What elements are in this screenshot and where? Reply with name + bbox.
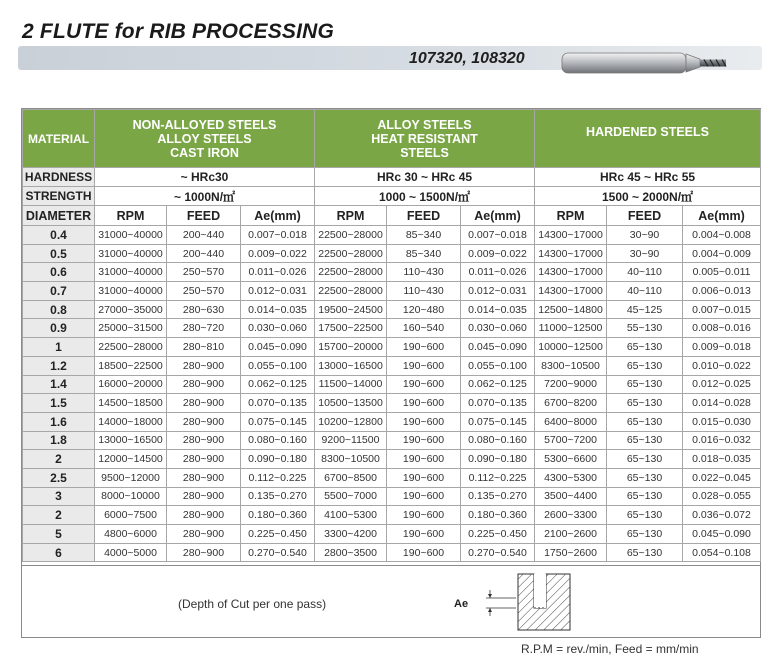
ae-1-cell: 0.112~0.225	[241, 468, 315, 487]
material-group-2-line-3: STEELS	[400, 145, 449, 160]
feed-header: FEED	[607, 206, 683, 226]
table-row	[23, 282, 761, 301]
rpm-1-cell: 31000~40000	[95, 282, 167, 301]
rpm-2-cell: 4100~5300	[315, 506, 387, 525]
ae-2-cell: 0.075~0.145	[461, 412, 535, 431]
ae-2-cell: 0.225~0.450	[461, 525, 535, 544]
rpm-3-cell: 3500~4400	[535, 487, 607, 506]
hardness-value-2: HRc 30 ~ HRc 45	[315, 168, 535, 187]
page-title: 2 FLUTE for RIB PROCESSING	[22, 20, 335, 43]
rpm-header: RPM	[315, 206, 387, 226]
ae-2-cell: 0.270~0.540	[461, 543, 535, 562]
ae-2-cell: 0.045~0.090	[461, 338, 535, 357]
feed-3-cell: 65~130	[607, 487, 683, 506]
ae-1-cell: 0.045~0.090	[241, 338, 315, 357]
table-row	[23, 431, 761, 450]
feed-1-cell: 280~900	[167, 356, 241, 375]
table-row	[23, 356, 761, 375]
feed-2-cell: 160~540	[387, 319, 461, 338]
ae-2-cell: 0.180~0.360	[461, 506, 535, 525]
ae-3-cell: 0.015~0.030	[683, 412, 761, 431]
feed-3-cell: 65~130	[607, 431, 683, 450]
ae-2-cell: 0.055~0.100	[461, 356, 535, 375]
feed-2-cell: 190~600	[387, 487, 461, 506]
diameter-cell: 1.2	[23, 356, 95, 375]
ae-2-cell: 0.011~0.026	[461, 263, 535, 282]
ae-1-cell: 0.075~0.145	[241, 412, 315, 431]
material-header-row	[23, 110, 761, 168]
notes-panel	[21, 566, 761, 638]
rpm-2-cell: 22500~28000	[315, 226, 387, 245]
diameter-cell: 0.5	[23, 244, 95, 263]
ae-1-cell: 0.135~0.270	[241, 487, 315, 506]
ae-2-cell: 0.030~0.060	[461, 319, 535, 338]
rpm-3-cell: 14300~17000	[535, 244, 607, 263]
strength-value-1: ~ 1000N/㎡	[95, 187, 315, 206]
ae-3-cell: 0.022~0.045	[683, 468, 761, 487]
rpm-3-cell: 6400~8000	[535, 412, 607, 431]
rpm-1-cell: 27000~35000	[95, 300, 167, 319]
ae-dimension-label: Ae	[454, 598, 469, 610]
rpm-1-cell: 31000~40000	[95, 226, 167, 245]
feed-2-cell: 190~600	[387, 450, 461, 469]
diameter-header: DIAMETER	[23, 206, 95, 226]
rpm-2-cell: 10200~12800	[315, 412, 387, 431]
material-group-2-line-2: HEAT RESISTANT	[371, 131, 478, 146]
feed-2-cell: 190~600	[387, 468, 461, 487]
rpm-2-cell: 22500~28000	[315, 263, 387, 282]
ae-3-cell: 0.036~0.072	[683, 506, 761, 525]
table-row	[23, 394, 761, 413]
feed-2-cell: 85~340	[387, 244, 461, 263]
diameter-cell: 0.4	[23, 226, 95, 245]
ae-1-cell: 0.070~0.135	[241, 394, 315, 413]
rpm-3-cell: 4300~5300	[535, 468, 607, 487]
diameter-cell: 0.8	[23, 300, 95, 319]
rpm-3-cell: 14300~17000	[535, 263, 607, 282]
table-row	[23, 375, 761, 394]
rpm-2-cell: 22500~28000	[315, 282, 387, 301]
rpm-3-cell: 14300~17000	[535, 226, 607, 245]
diameter-cell: 1.6	[23, 412, 95, 431]
ae-header: Ae(mm)	[241, 206, 315, 226]
ae-3-cell: 0.045~0.090	[683, 525, 761, 544]
table-row	[23, 506, 761, 525]
rpm-1-cell: 8000~10000	[95, 487, 167, 506]
feed-2-cell: 190~600	[387, 543, 461, 562]
feed-3-cell: 65~130	[607, 375, 683, 394]
rpm-1-cell: 4000~5000	[95, 543, 167, 562]
rpm-3-cell: 5700~7200	[535, 431, 607, 450]
diameter-cell: 0.9	[23, 319, 95, 338]
material-group-1-line-2: ALLOY STEELS	[157, 131, 252, 146]
ae-3-cell: 0.005~0.011	[683, 263, 761, 282]
ae-2-cell: 0.009~0.022	[461, 244, 535, 263]
table-row	[23, 468, 761, 487]
table-row	[23, 226, 761, 245]
ae-1-cell: 0.055~0.100	[241, 356, 315, 375]
feed-2-cell: 190~600	[387, 506, 461, 525]
feed-3-cell: 65~130	[607, 543, 683, 562]
rpm-1-cell: 31000~40000	[95, 244, 167, 263]
diameter-cell: 2	[23, 450, 95, 469]
ae-3-cell: 0.006~0.013	[683, 282, 761, 301]
ae-1-cell: 0.180~0.360	[241, 506, 315, 525]
diameter-cell: 6	[23, 543, 95, 562]
diameter-cell: 1	[23, 338, 95, 357]
feed-1-cell: 280~900	[167, 525, 241, 544]
feed-3-cell: 40~110	[607, 263, 683, 282]
rpm-1-cell: 16000~20000	[95, 375, 167, 394]
table-row	[23, 244, 761, 263]
rpm-3-cell: 10000~12500	[535, 338, 607, 357]
material-group-3	[535, 110, 761, 168]
ae-3-cell: 0.010~0.022	[683, 356, 761, 375]
rpm-2-cell: 3300~4200	[315, 525, 387, 544]
rpm-2-cell: 22500~28000	[315, 244, 387, 263]
table-row	[23, 450, 761, 469]
end-mill-tool-image	[558, 50, 736, 78]
diameter-cell: 3	[23, 487, 95, 506]
feed-1-cell: 280~900	[167, 487, 241, 506]
strength-row	[23, 187, 761, 206]
ae-3-cell: 0.016~0.032	[683, 431, 761, 450]
cutting-conditions-table	[21, 108, 761, 566]
ae-1-cell: 0.011~0.026	[241, 263, 315, 282]
rpm-2-cell: 15700~20000	[315, 338, 387, 357]
ae-1-cell: 0.009~0.022	[241, 244, 315, 263]
ae-3-cell: 0.028~0.055	[683, 487, 761, 506]
product-codes: 107320, 108320	[409, 50, 525, 67]
depth-of-cut-note: (Depth of Cut per one pass)	[178, 597, 327, 611]
feed-1-cell: 280~900	[167, 375, 241, 394]
rpm-header: RPM	[95, 206, 167, 226]
strength-label: STRENGTH	[23, 187, 95, 206]
ae-2-cell: 0.014~0.035	[461, 300, 535, 319]
ae-1-cell: 0.090~0.180	[241, 450, 315, 469]
feed-1-cell: 200~440	[167, 244, 241, 263]
diameter-cell: 2.5	[23, 468, 95, 487]
strength-value-3: 1500 ~ 2000N/㎡	[535, 187, 761, 206]
ae-2-cell: 0.070~0.135	[461, 394, 535, 413]
hardness-label: HARDNESS	[23, 168, 95, 187]
data-rows	[23, 226, 761, 562]
feed-3-cell: 65~130	[607, 394, 683, 413]
material-group-1-line-3: CAST IRON	[170, 145, 239, 160]
diameter-cell: 1.8	[23, 431, 95, 450]
ae-header: Ae(mm)	[461, 206, 535, 226]
rpm-1-cell: 13000~16500	[95, 431, 167, 450]
rpm-1-cell: 14000~18000	[95, 412, 167, 431]
rpm-3-cell: 2100~2600	[535, 525, 607, 544]
diameter-cell: 1.4	[23, 375, 95, 394]
ae-header: Ae(mm)	[683, 206, 761, 226]
table-row	[23, 263, 761, 282]
rpm-2-cell: 13000~16500	[315, 356, 387, 375]
rpm-1-cell: 18500~22500	[95, 356, 167, 375]
feed-3-cell: 55~130	[607, 319, 683, 338]
rpm-2-cell: 8300~10500	[315, 450, 387, 469]
ae-2-cell: 0.090~0.180	[461, 450, 535, 469]
ae-1-cell: 0.014~0.035	[241, 300, 315, 319]
ae-2-cell: 0.135~0.270	[461, 487, 535, 506]
table-row	[23, 487, 761, 506]
ae-3-cell: 0.008~0.016	[683, 319, 761, 338]
feed-3-cell: 65~130	[607, 525, 683, 544]
rpm-3-cell: 7200~9000	[535, 375, 607, 394]
rpm-2-cell: 11500~14000	[315, 375, 387, 394]
feed-2-cell: 190~600	[387, 356, 461, 375]
material-group-3-line-1: HARDENED STEELS	[586, 124, 709, 139]
rpm-1-cell: 25000~31500	[95, 319, 167, 338]
feed-1-cell: 280~720	[167, 319, 241, 338]
feed-3-cell: 30~90	[607, 244, 683, 263]
units-note: R.P.M = rev./min, Feed = mm/min	[521, 642, 699, 656]
feed-2-cell: 190~600	[387, 338, 461, 357]
table-row	[23, 338, 761, 357]
rpm-2-cell: 6700~8500	[315, 468, 387, 487]
feed-1-cell: 250~570	[167, 282, 241, 301]
rpm-1-cell: 22500~28000	[95, 338, 167, 357]
diameter-cell: 2	[23, 506, 95, 525]
feed-1-cell: 280~630	[167, 300, 241, 319]
feed-1-cell: 250~570	[167, 263, 241, 282]
feed-3-cell: 65~130	[607, 412, 683, 431]
ae-3-cell: 0.018~0.035	[683, 450, 761, 469]
rpm-3-cell: 14300~17000	[535, 282, 607, 301]
table-row	[23, 525, 761, 544]
feed-2-cell: 120~480	[387, 300, 461, 319]
ae-2-cell: 0.012~0.031	[461, 282, 535, 301]
feed-2-cell: 190~600	[387, 375, 461, 394]
table-row	[23, 412, 761, 431]
feed-3-cell: 40~110	[607, 282, 683, 301]
feed-1-cell: 280~900	[167, 468, 241, 487]
ae-3-cell: 0.007~0.015	[683, 300, 761, 319]
ae-3-cell: 0.012~0.025	[683, 375, 761, 394]
rpm-1-cell: 6000~7500	[95, 506, 167, 525]
feed-1-cell: 280~900	[167, 394, 241, 413]
feed-3-cell: 65~130	[607, 338, 683, 357]
rpm-2-cell: 9200~11500	[315, 431, 387, 450]
rpm-3-cell: 5300~6600	[535, 450, 607, 469]
hardness-value-3: HRc 45 ~ HRc 55	[535, 168, 761, 187]
column-header-row	[23, 206, 761, 226]
ae-1-cell: 0.012~0.031	[241, 282, 315, 301]
material-group-2	[315, 110, 535, 168]
ae-1-cell: 0.007~0.018	[241, 226, 315, 245]
rib-groove-diagram	[476, 570, 586, 634]
rpm-2-cell: 2800~3500	[315, 543, 387, 562]
feed-1-cell: 280~900	[167, 543, 241, 562]
diameter-cell: 5	[23, 525, 95, 544]
rpm-2-cell: 10500~13500	[315, 394, 387, 413]
rpm-1-cell: 12000~14500	[95, 450, 167, 469]
ae-1-cell: 0.270~0.540	[241, 543, 315, 562]
ae-3-cell: 0.004~0.009	[683, 244, 761, 263]
table-row	[23, 319, 761, 338]
ae-3-cell: 0.009~0.018	[683, 338, 761, 357]
ae-1-cell: 0.030~0.060	[241, 319, 315, 338]
rpm-1-cell: 4800~6000	[95, 525, 167, 544]
feed-2-cell: 190~600	[387, 525, 461, 544]
hardness-row	[23, 168, 761, 187]
rpm-2-cell: 5500~7000	[315, 487, 387, 506]
diameter-cell: 1.5	[23, 394, 95, 413]
feed-3-cell: 45~125	[607, 300, 683, 319]
hardness-value-1: ~ HRc30	[95, 168, 315, 187]
material-group-1-line-1: NON-ALLOYED STEELS	[132, 117, 277, 132]
ae-3-cell: 0.054~0.108	[683, 543, 761, 562]
feed-1-cell: 280~900	[167, 431, 241, 450]
material-label: MATERIAL	[23, 110, 95, 168]
diameter-cell: 0.7	[23, 282, 95, 301]
feed-2-cell: 190~600	[387, 394, 461, 413]
rpm-1-cell: 31000~40000	[95, 263, 167, 282]
feed-3-cell: 65~130	[607, 450, 683, 469]
ae-2-cell: 0.062~0.125	[461, 375, 535, 394]
feed-1-cell: 200~440	[167, 226, 241, 245]
ae-3-cell: 0.004~0.008	[683, 226, 761, 245]
ae-2-cell: 0.007~0.018	[461, 226, 535, 245]
ae-2-cell: 0.112~0.225	[461, 468, 535, 487]
feed-2-cell: 85~340	[387, 226, 461, 245]
feed-header: FEED	[387, 206, 461, 226]
feed-1-cell: 280~900	[167, 450, 241, 469]
rpm-1-cell: 9500~12000	[95, 468, 167, 487]
rpm-1-cell: 14500~18500	[95, 394, 167, 413]
feed-3-cell: 30~90	[607, 226, 683, 245]
feed-3-cell: 65~130	[607, 506, 683, 525]
feed-2-cell: 110~430	[387, 263, 461, 282]
rpm-3-cell: 1750~2600	[535, 543, 607, 562]
material-group-1	[95, 110, 315, 168]
rpm-3-cell: 6700~8200	[535, 394, 607, 413]
diameter-cell: 0.6	[23, 263, 95, 282]
feed-1-cell: 280~900	[167, 506, 241, 525]
feed-2-cell: 190~600	[387, 412, 461, 431]
table-row	[23, 300, 761, 319]
feed-2-cell: 110~430	[387, 282, 461, 301]
ae-1-cell: 0.062~0.125	[241, 375, 315, 394]
material-group-2-line-1: ALLOY STEELS	[377, 117, 472, 132]
rpm-2-cell: 17500~22500	[315, 319, 387, 338]
feed-2-cell: 190~600	[387, 431, 461, 450]
strength-value-2: 1000 ~ 1500N/㎡	[315, 187, 535, 206]
feed-3-cell: 65~130	[607, 356, 683, 375]
rpm-2-cell: 19500~24500	[315, 300, 387, 319]
rpm-3-cell: 2600~3300	[535, 506, 607, 525]
ae-1-cell: 0.080~0.160	[241, 431, 315, 450]
ae-2-cell: 0.080~0.160	[461, 431, 535, 450]
feed-1-cell: 280~810	[167, 338, 241, 357]
table-row	[23, 543, 761, 562]
rpm-3-cell: 11000~12500	[535, 319, 607, 338]
rpm-header: RPM	[535, 206, 607, 226]
feed-header: FEED	[167, 206, 241, 226]
feed-3-cell: 65~130	[607, 468, 683, 487]
ae-3-cell: 0.014~0.028	[683, 394, 761, 413]
ae-1-cell: 0.225~0.450	[241, 525, 315, 544]
rpm-3-cell: 8300~10500	[535, 356, 607, 375]
rpm-3-cell: 12500~14800	[535, 300, 607, 319]
feed-1-cell: 280~900	[167, 412, 241, 431]
